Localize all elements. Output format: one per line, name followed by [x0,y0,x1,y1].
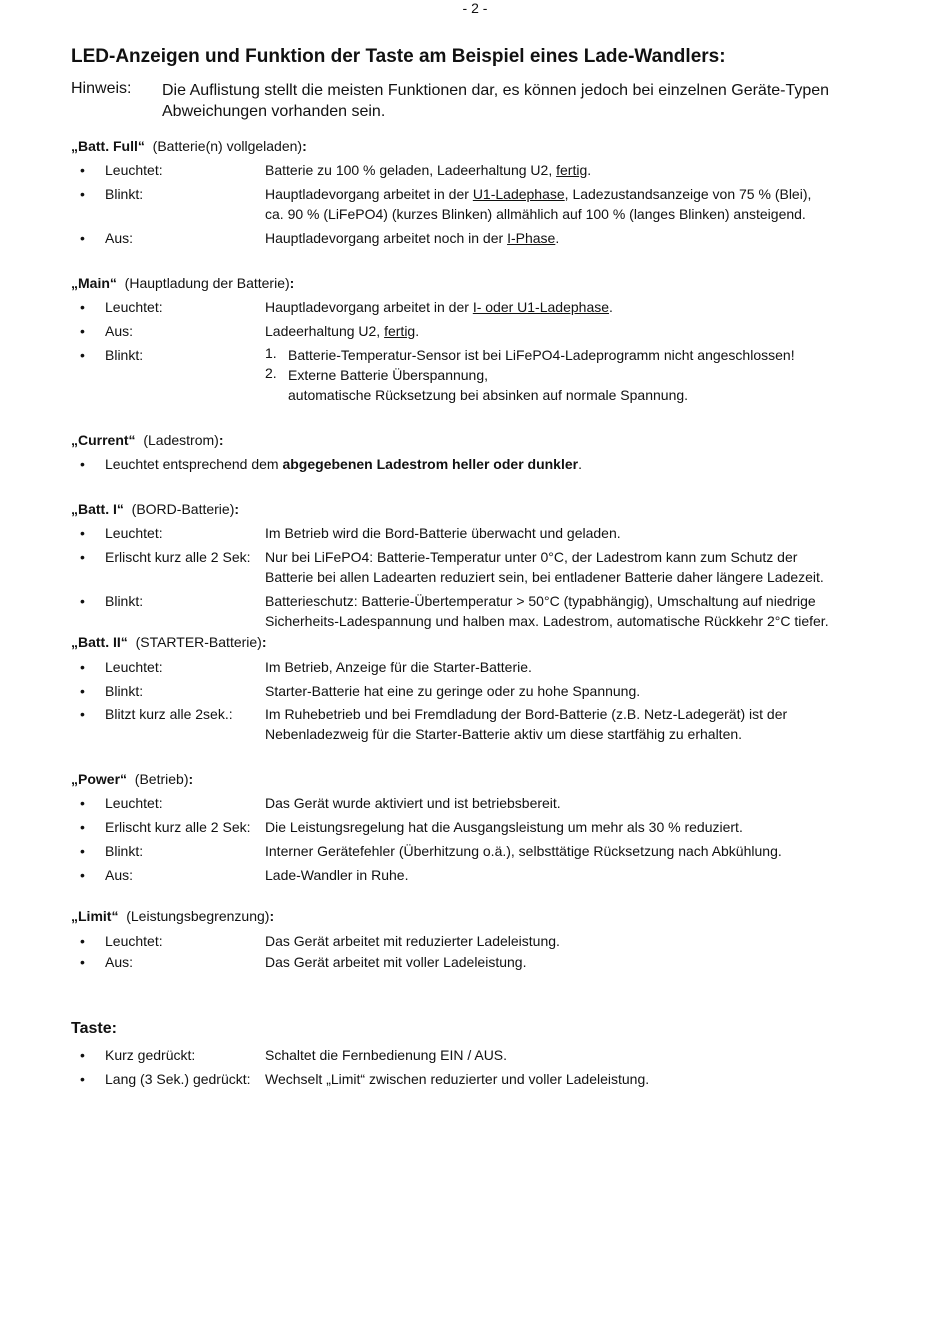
bold-term: abgegebenen Ladestrom heller oder dunkler [282,456,579,472]
item-label: Aus: [105,323,134,339]
text-part: Hauptladevorgang arbeitet noch in der [265,230,508,246]
section-desc: (STARTER-Batterie) [135,634,262,650]
text-part: Hauptladevorgang arbeitet in der [265,299,473,315]
underlined-term: U1-Ladephase [472,186,565,202]
item-line-1: Externe Batterie Überspannung, [288,367,489,383]
section-heading-batt-full [71,138,307,154]
bullet-icon: • [80,456,85,472]
underlined-term: I- oder U1-Ladephase [472,299,610,315]
section-desc: (Ladestrom) [143,432,219,448]
item-text [265,228,559,248]
numbered-item-text: Batterie-Temperatur-Sensor ist bei LiFePO4-Ladeprogramm nicht angeschlossen! [288,347,795,363]
item-label: Blinkt: [105,593,144,609]
item-line-2: Sicherheits-Ladespannung und halben max. Ladestrom, automatische Rückkehr 2°C tiefer. [265,613,829,629]
section-name: „Current“ [71,432,136,448]
section-name: „Batt. I“ [71,501,124,517]
list-number: 2. [265,365,277,381]
section-desc: (BORD-Batterie) [131,501,235,517]
taste-heading: Taste: [71,1020,117,1037]
item-line-2: ca. 90 % (LiFePO4) (kurzes Blinken) allmählich auf 100 % (langes Blinken) ansteigend. [265,206,806,222]
item-text [265,297,613,317]
item-text: Wechselt „Limit“ zwischen reduzierter und voller Ladeleistung. [265,1071,650,1087]
bullet-icon: • [80,186,85,202]
section-colon: : [234,501,240,517]
section-colon: : [188,771,194,787]
item-text: Schaltet die Fernbedienung EIN / AUS. [265,1047,508,1063]
list-number: 1. [265,345,277,361]
section-heading-main [71,275,294,291]
item-text [265,321,419,341]
item-text [265,160,591,180]
section-desc: (Hauptladung der Batterie) [124,275,290,291]
bullet-icon: • [80,954,85,970]
item-label: Blinkt: [105,843,144,859]
item-line-2: Nebenladezweig für die Starter-Batterie aktiv um diese startfähig zu erhalten. [265,726,743,742]
item-line-1 [265,184,811,204]
item-label: Blinkt: [105,347,144,363]
bullet-icon: • [80,323,85,339]
bullet-icon: • [80,795,85,811]
item-label: Leuchtet: [105,933,163,949]
bullet-icon: • [80,549,85,565]
text-part: . [587,162,592,178]
bullet-icon: • [80,525,85,541]
item-line-1: Batterieschutz: Batterie-Übertemperatur > 50°C (typabhängig), Umschaltung auf niedrige [265,593,816,609]
hint-line-1: Die Auflistung stellt die meisten Funktionen dar, es können jedoch bei einzelnen Geräte-Typen [162,82,830,99]
page-title: LED-Anzeigen und Funktion der Taste am Beispiel eines Lade-Wandlers: [71,46,726,67]
section-name: „Limit“ [71,908,119,924]
item-text: Interner Gerätefehler (Überhitzung o.ä.), selbsttätige Rücksetzung nach Abkühlung. [265,843,782,859]
bullet-icon: • [80,659,85,675]
section-desc: (Batterie(n) vollgeladen) [152,138,303,154]
section-heading-power [71,771,193,787]
text-part: Hauptladevorgang arbeitet in der [265,186,473,202]
hint-label: Hinweis: [71,80,132,97]
text-part: Ladeerhaltung U2, [265,323,385,339]
item-label: Erlischt kurz alle 2 Sek: [105,819,251,835]
item-line-1: Nur bei LiFePO4: Batterie-Temperatur unter 0°C, der Ladestrom kann zum Schutz der [265,549,798,565]
item-label: Erlischt kurz alle 2 Sek: [105,549,251,565]
item-label: Aus: [105,954,134,970]
item-label: Lang (3 Sek.) gedrückt: [105,1071,251,1087]
item-text: Lade-Wandler in Ruhe. [265,867,409,883]
item-label: Aus: [105,867,134,883]
underlined-term: fertig [556,162,588,178]
bullet-icon: • [80,299,85,315]
bullet-icon: • [80,683,85,699]
hint-text [162,80,829,122]
numbered-item-text [288,365,688,405]
item-line-1: Im Ruhebetrieb und bei Fremdladung der Bord-Batterie (z.B. Netz-Ladegerät) ist der [265,706,788,722]
section-heading-batt-ii [71,634,267,650]
item-label: Leuchtet: [105,659,163,675]
bullet-icon: • [80,593,85,609]
item-text: Starter-Batterie hat eine zu geringe oder zu hohe Spannung. [265,683,641,699]
item-text [265,704,787,744]
bullet-icon: • [80,843,85,859]
section-colon: : [218,432,224,448]
hint-line-2: Abweichungen vorhanden sein. [162,103,386,120]
item-label: Leuchtet: [105,525,163,541]
section-desc: (Betrieb) [134,771,189,787]
item-text: Das Gerät arbeitet mit voller Ladeleistung. [265,954,527,970]
item-line-2: automatische Rücksetzung bei absinken auf normale Spannung. [288,387,689,403]
item-label: Leuchtet: [105,162,163,178]
bullet-icon: • [80,162,85,178]
section-name: „Main“ [71,275,117,291]
underlined-term: I-Phase [507,230,556,246]
item-text: Die Leistungsregelung hat die Ausgangsleistung um mehr als 30 % reduziert. [265,819,743,835]
bullet-icon: • [80,706,85,722]
bullet-icon: • [80,867,85,883]
item-text [105,456,582,472]
item-text: Das Gerät arbeitet mit reduzierter Ladeleistung. [265,933,560,949]
section-colon: : [289,275,295,291]
section-colon: : [302,138,307,154]
section-name: „Batt. Full“ [71,138,145,154]
text-part: . [555,230,560,246]
section-heading-batt-i [71,501,239,517]
bullet-icon: • [80,933,85,949]
item-label: Blitzt kurz alle 2sek.: [105,706,233,722]
text-part: . [609,299,613,315]
section-heading-limit [71,908,274,924]
item-label: Kurz gedrückt: [105,1047,196,1063]
item-label: Aus: [105,230,134,246]
bullet-icon: • [80,819,85,835]
item-text [265,547,824,587]
item-text: Das Gerät wurde aktiviert und ist betriebsbereit. [265,795,561,811]
item-text: Im Betrieb wird die Bord-Batterie überwacht und geladen. [265,525,621,541]
text-part: . [415,323,420,339]
section-heading-current [71,432,223,448]
item-label: Blinkt: [105,186,144,202]
item-label: Blinkt: [105,683,144,699]
bullet-icon: • [80,230,85,246]
text-part: , Ladezustandsanzeige von 75 % (Blei), [564,186,812,202]
bullet-icon: • [80,1071,85,1087]
section-name: „Power“ [71,771,128,787]
bullet-icon: • [80,347,85,363]
item-text [265,184,811,224]
bullet-icon: • [80,1047,85,1063]
page-number: - 2 - [462,0,488,16]
text-part: . [578,456,582,472]
section-desc: (Leistungsbegrenzung) [126,908,270,924]
text-part: Batterie zu 100 % geladen, Ladeerhaltung U2, [265,162,557,178]
section-colon: : [261,634,267,650]
underlined-term: fertig [384,323,416,339]
section-colon: : [269,908,275,924]
text-part: Leuchtet entsprechend dem [105,456,283,472]
item-text [265,591,829,631]
item-label: Leuchtet: [105,299,163,315]
item-label: Leuchtet: [105,795,163,811]
section-name: „Batt. II“ [71,634,128,650]
item-line-2: Batterie bei allen Ladearten reduziert sein, bei entladener Batterie daher längere Ladezeit. [265,569,824,585]
item-text: Im Betrieb, Anzeige für die Starter-Batterie. [265,659,532,675]
